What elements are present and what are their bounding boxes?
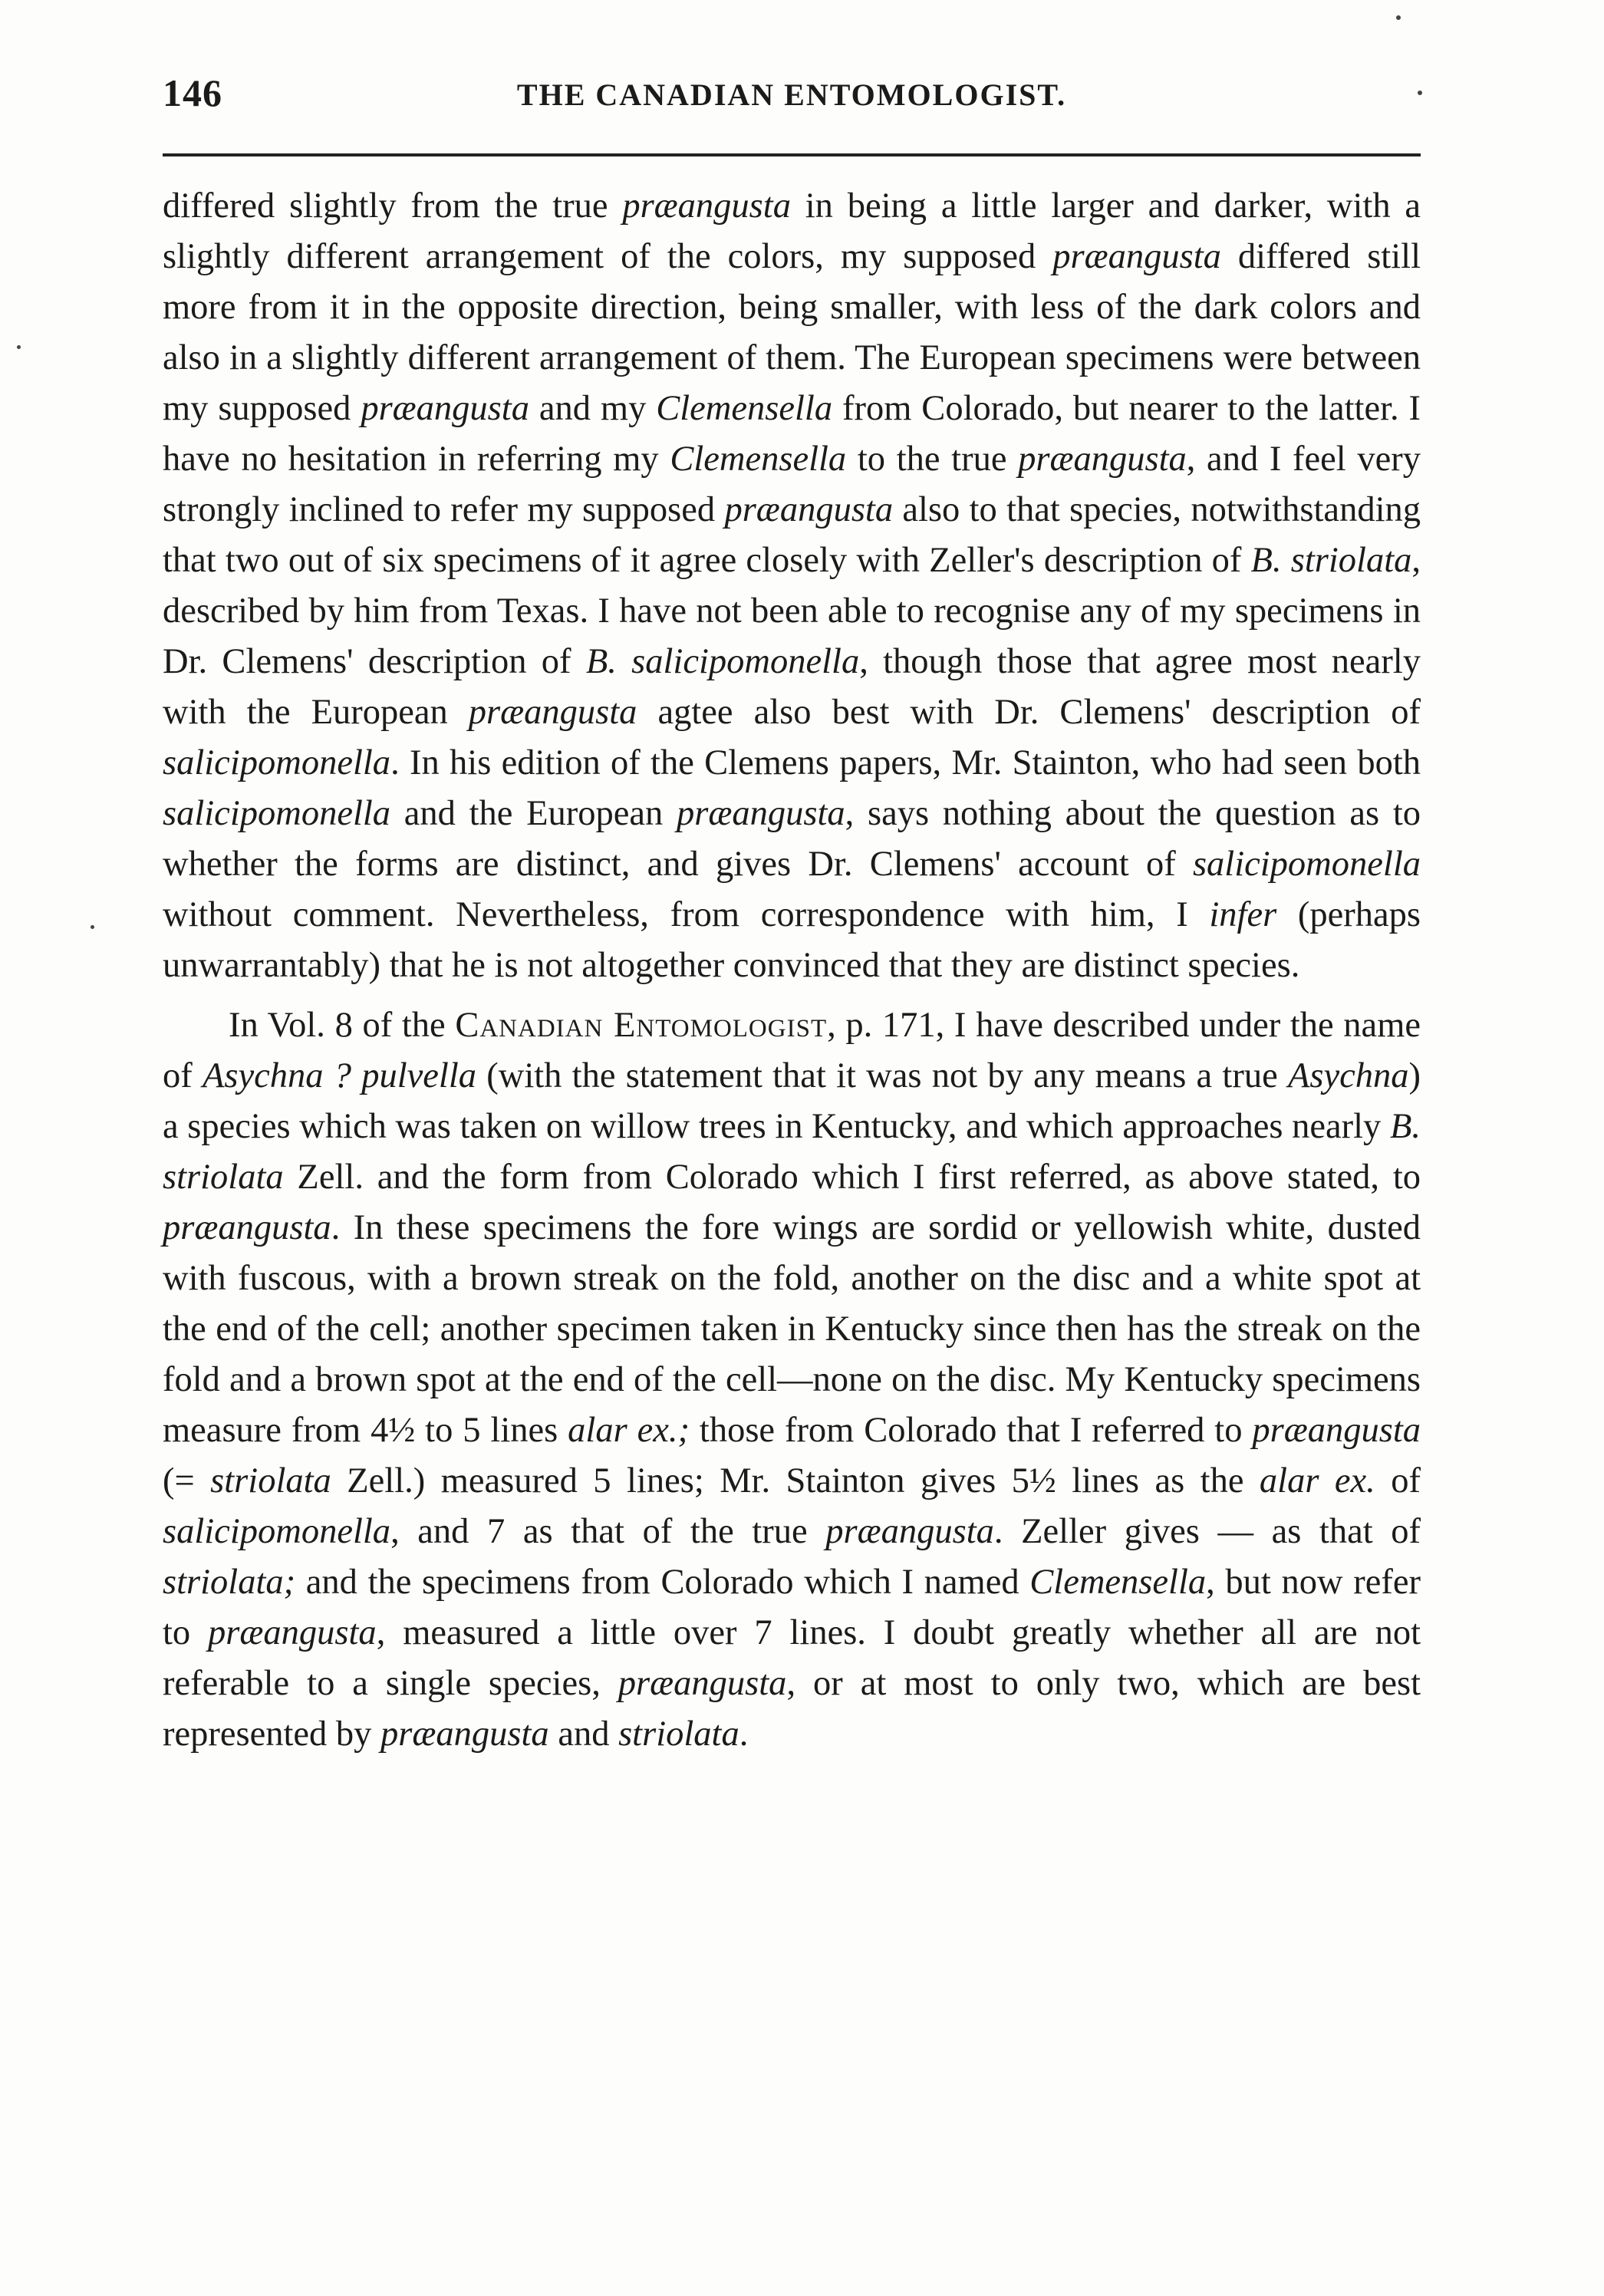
text-run: , measured a little over 7 lines. I doubt greatly whether all are not referable to a single species, [163, 1613, 1421, 1703]
running-title: THE CANADIAN ENTOMOLOGIST. [516, 77, 1067, 112]
text-run: , but now refer to [163, 1563, 1421, 1652]
species-name: Clemensella [656, 389, 833, 428]
header-rule [163, 153, 1421, 156]
text-run: those from Colorado that I referred to [689, 1411, 1253, 1450]
species-name: salicipomonella [1192, 845, 1421, 884]
page-header [163, 71, 1421, 124]
text-run: ) a species which was taken on willow trees in Kentucky, and which approaches nearly [163, 1056, 1421, 1146]
species-name: præangusta [468, 693, 637, 732]
species-name: præangusta [361, 389, 529, 428]
emphasis: infer [1209, 895, 1277, 934]
body-text [163, 181, 1421, 1760]
text-run: In Vol. 8 of the [229, 1006, 456, 1045]
species-name: B. striolata [1250, 541, 1412, 580]
paragraph [163, 1000, 1421, 1760]
page-number: 146 [163, 71, 222, 114]
species-name: Asychna [1287, 1056, 1409, 1095]
species-name: B. salicipomonella [585, 642, 860, 681]
text-run: from Colorado, but nearer to the latter. I have no hesitation in referring my [163, 389, 1421, 479]
abbreviation: alar ex. [1259, 1461, 1375, 1500]
text-run: and the specimens from Colorado which I named [295, 1563, 1030, 1602]
text-run: (= [163, 1461, 211, 1500]
text-run: . Zeller gives — as that of [993, 1512, 1421, 1551]
text-run: , says nothing about the question as to whether the forms are distinct, and gives Dr. Clemens' account of [163, 794, 1421, 884]
print-speck [17, 345, 21, 349]
text-run: (perhaps unwarrantably) that he is not altogether convinced that they are distinct species. [163, 895, 1421, 985]
print-speck [1418, 91, 1422, 95]
text-run: , and 7 as that of the true [390, 1512, 826, 1551]
text-run: agtee also best with Dr. Clemens' description of [637, 693, 1421, 732]
text-run: , or at most to only two, which are best represented by [163, 1664, 1421, 1754]
species-name: striolata [618, 1715, 739, 1754]
text-run: without comment. Nevertheless, from correspondence with him, I [163, 895, 1210, 934]
text-run: differed slightly from the true [163, 186, 623, 226]
species-name: Clemensella [1029, 1563, 1207, 1602]
species-name: Clemensella [670, 440, 847, 479]
species-name: præangusta [677, 794, 845, 833]
text-run: . In his edition of the Clemens papers, Mr. Stainton, who had seen both [390, 743, 1421, 782]
text-run: , described by him from Texas. I have not been able to recognise any of my specimens in Dr. Clemens' description of [163, 541, 1421, 681]
species-name: striolata [210, 1461, 331, 1500]
species-name: striolata; [163, 1563, 296, 1602]
species-name: salicipomonella [163, 1512, 391, 1551]
species-name: B. striolata [163, 1107, 1421, 1197]
species-name: salicipomonella [163, 794, 391, 833]
text-run: . In these specimens the fore wings are sordid or yellowish white, dusted with fuscous, with a brown streak on the fold, another on the disc and a white spot at the end of the cell; another specimen taken in Kentucky since then has the streak on the fold and a brown spot at the end of the cell—none on the disc. My Kentucky specimens measure from 4½ to 5 lines [163, 1208, 1421, 1450]
text-run: , though those that agree most nearly with the European [163, 642, 1421, 732]
abbreviation: alar ex.; [568, 1411, 690, 1450]
species-name: præangusta [1018, 440, 1187, 479]
text-run: differed still more from it in the opposite direction, being smaller, with less of the dark colors and also in a slightly different arrangement of them. The European specimens were between my supposed [163, 237, 1421, 428]
text-run: of [1375, 1461, 1421, 1500]
text-run: , p. 171, I have described under the name of [163, 1006, 1421, 1095]
species-name: præangusta [208, 1613, 377, 1652]
species-name: præangusta [1052, 237, 1221, 276]
species-name: salicipomonella [163, 743, 391, 782]
text-run: (with the statement that it was not by any means a true [476, 1056, 1288, 1095]
text-run: and my [529, 389, 657, 428]
text-run: and the European [390, 794, 677, 833]
journal-title: Canadian Entomologist [455, 1006, 828, 1045]
species-name: præangusta [163, 1208, 331, 1247]
text-run: in being a little larger and darker, with a slightly different arrangement of the colors, my supposed [163, 186, 1421, 276]
species-name: Asychna ? pulvella [202, 1056, 477, 1095]
species-name: præangusta [825, 1512, 994, 1551]
text-run: , and I feel very strongly inclined to refer my supposed [163, 440, 1421, 529]
print-speck [1396, 15, 1401, 20]
species-name: præangusta [622, 186, 791, 226]
text-run: Zell. and the form from Colorado which I first referred, as above stated, to [283, 1158, 1421, 1197]
text-run: and [548, 1715, 619, 1754]
text-run: to the true [846, 440, 1019, 479]
print-speck [91, 925, 94, 929]
text-run: . [739, 1715, 749, 1754]
paragraph-continued [163, 181, 1421, 991]
species-name: præangusta [1252, 1411, 1421, 1450]
species-name: præangusta [724, 490, 894, 529]
text-run: also to that species, notwithstanding that two out of six specimens of it agree closely with Zeller's description of [163, 490, 1421, 580]
text-run: Zell.) measured 5 lines; Mr. Stainton gives 5½ lines as the [331, 1461, 1260, 1500]
species-name: præangusta [618, 1664, 787, 1703]
species-name: præangusta [380, 1715, 549, 1754]
